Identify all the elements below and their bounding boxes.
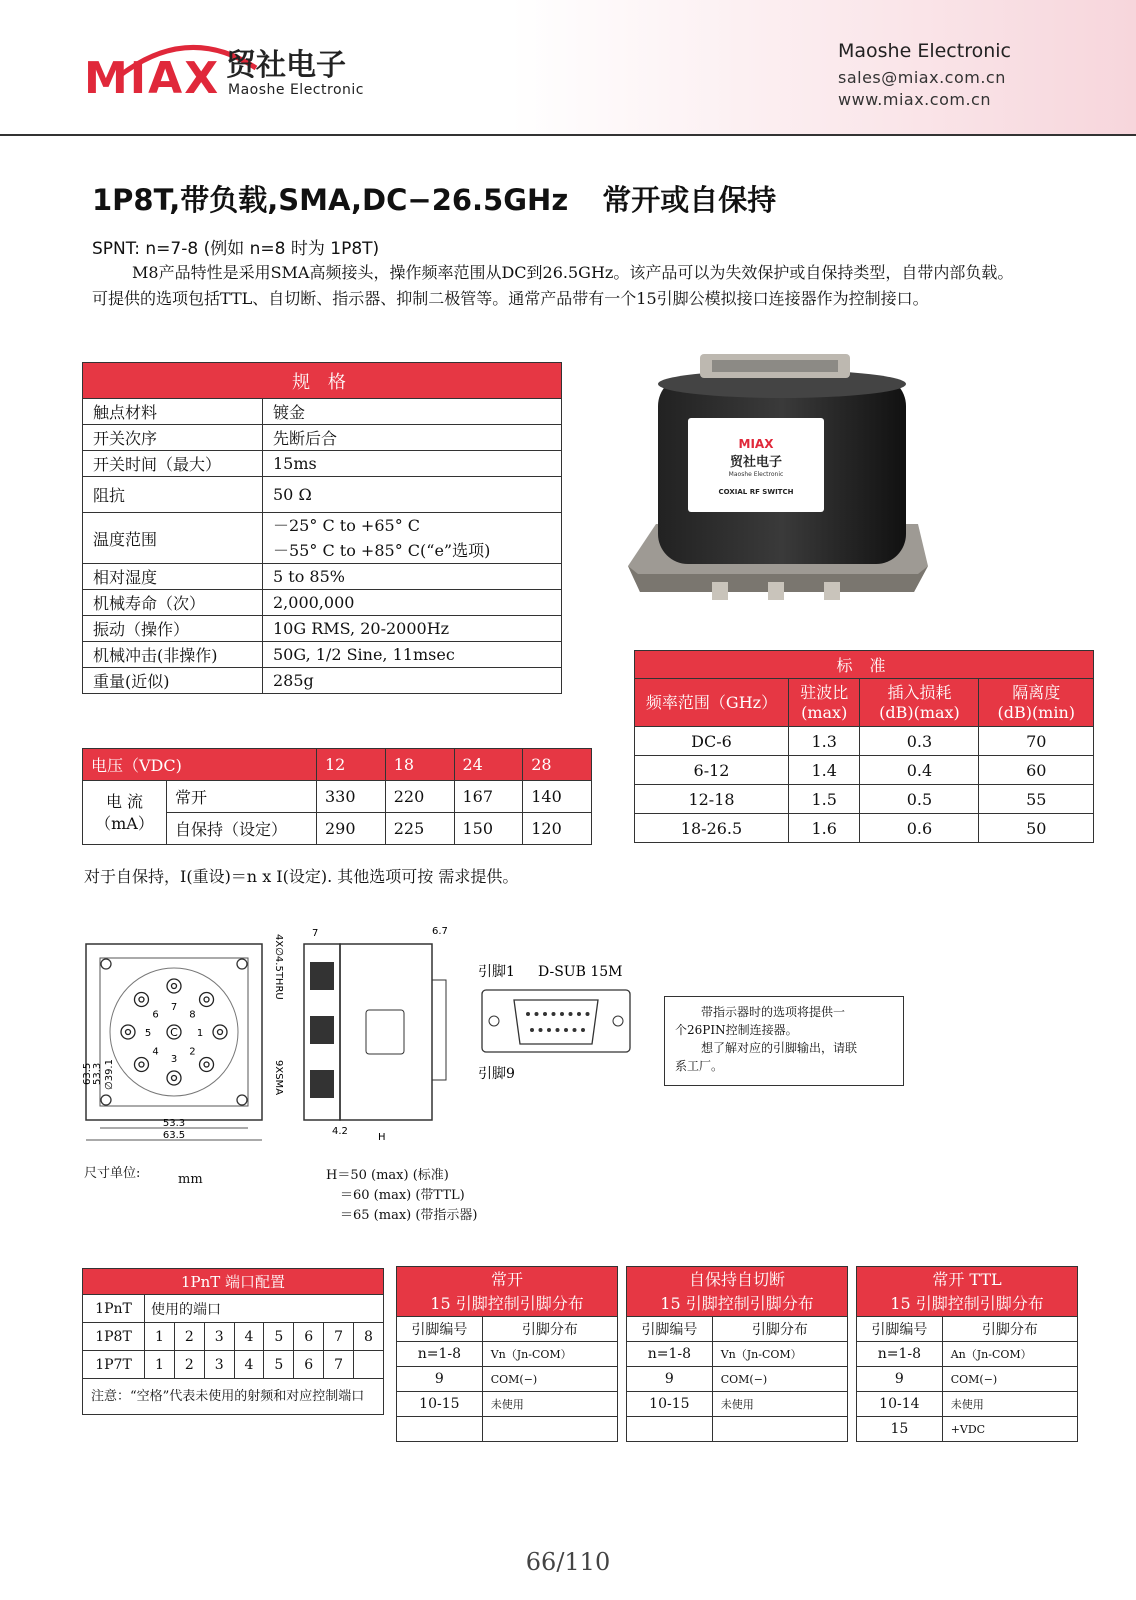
port-label-1: 1 <box>196 1028 204 1039</box>
port-pin-3 <box>172 1076 177 1081</box>
table-row: 自保持（设定） 290 225 150 120 <box>83 813 592 845</box>
port-config-table: 1PnT 端口配置 1PnT 使用的端口 1P8T 1 2 3 4 5 6 7 8 1P7T 1 2 3 4 5 6 7 注意：“空格”代表未使用的射频和对应控制端口 <box>82 1268 384 1415</box>
table-row: 1PnT 使用的端口 <box>83 1295 384 1323</box>
indicator-note-box: 带指示器时的选项将提供一 个26PIN控制连接器。 想了解对应的引脚输出，请联 系工厂。 <box>664 996 904 1086</box>
dsub-pin <box>535 1012 539 1016</box>
port-pin-5 <box>126 1030 131 1035</box>
units-label: 尺寸单位: <box>84 1166 141 1181</box>
port-6 <box>134 992 148 1006</box>
page-title: 1P8T,带负载,SMA,DC−26.5GHz 常开或自保持 <box>92 183 777 217</box>
table-row: 10-15 未使用 <box>397 1392 618 1417</box>
company-logo <box>84 38 384 108</box>
label-desc: COXIAL RF SWITCH <box>718 488 794 496</box>
pin9-label: 引脚9 <box>478 1066 515 1082</box>
logo-miax: MIAX <box>84 53 221 104</box>
units-mm: mm <box>178 1172 203 1187</box>
port-label-7: 7 <box>170 1002 178 1013</box>
spnt-note: SPNT: n=7-8 (例如 n=8 时为 1P8T) <box>92 239 380 259</box>
port-3 <box>167 1071 181 1085</box>
height-notes: H＝50 (max) (标准) ＝60 (max) (带TTL) ＝65 (max) (带指示器) <box>326 1168 478 1223</box>
hole-label: 4X∅4.5THRU <box>273 934 284 1000</box>
port-4 <box>134 1058 148 1072</box>
email: sales@miax.com.cn <box>838 68 1006 87</box>
dim-7: 7 <box>312 928 319 939</box>
table-row: 温度范围 －25° C to +65° C －55° C to +85° C(“e”选项) <box>83 513 562 564</box>
dim-h: H <box>378 1132 386 1143</box>
table-row: 重量(近似) 285g <box>83 668 562 694</box>
table-row: 9 COM(−) <box>627 1367 848 1392</box>
port-pin-6 <box>139 997 144 1002</box>
dsub-pin <box>564 1028 568 1032</box>
page-number: 66/110 <box>525 1548 611 1576</box>
table-row: 9 COM(−) <box>857 1367 1078 1392</box>
voltage-header: 电压（VDC) <box>83 749 317 781</box>
dsub-label: D-SUB 15M <box>538 964 623 980</box>
dsub-pin <box>560 1012 564 1016</box>
dsub-pin <box>556 1028 560 1032</box>
dsub-pin <box>547 1028 551 1032</box>
port-label-5: 5 <box>144 1028 152 1039</box>
port-label-3: 3 <box>170 1054 178 1065</box>
page-header <box>0 0 1136 136</box>
table-row: 机械冲击(非操作) 50G, 1/2 Sine, 11msec <box>83 642 562 668</box>
pin-table-latching: 自保持自切断 15 引脚控制引脚分布 引脚编号 引脚分布 n=1-8 Vn（Jn-COM） 9 COM(−) 10-15 未使用 <box>626 1266 848 1442</box>
table-row: n=1-8 An（Jn-COM） <box>857 1342 1078 1367</box>
dsub-pin <box>569 1012 573 1016</box>
table-row: n=1-8 Vn（Jn-COM） <box>397 1342 618 1367</box>
pin1-label: 引脚1 <box>478 964 515 980</box>
port-7 <box>167 979 181 993</box>
table-row: n=1-8 Vn（Jn-COM） <box>627 1342 848 1367</box>
pin-table-ttl: 常开 TTL 15 引脚控制引脚分布 引脚编号 引脚分布 n=1-8 An（Jn-COM） 9 COM(−) 10-14 未使用 15 +VDC <box>856 1266 1078 1442</box>
dim-w1: 53.3 <box>162 1118 186 1129</box>
table-row: 相对湿度 5 to 85% <box>83 564 562 590</box>
spec-table <box>82 362 562 694</box>
dsub-pin <box>581 1028 585 1032</box>
table-row: 振动（操作） 10G RMS, 20-2000Hz <box>83 616 562 642</box>
dim-d1: ∅39.1 <box>104 1059 115 1090</box>
dsub-pin <box>577 1012 581 1016</box>
table-row: 18-26.5 1.6 0.6 50 <box>635 814 1094 843</box>
table-row: 15 +VDC <box>857 1417 1078 1442</box>
table-row: 1P8T 1 2 3 4 5 6 7 8 <box>83 1323 384 1351</box>
port-1 <box>213 1025 227 1039</box>
dsub-pin <box>573 1028 577 1032</box>
port-pin-2 <box>204 1062 209 1067</box>
table-row: 1P7T 1 2 3 4 5 6 7 <box>83 1351 384 1379</box>
dsub-pin <box>586 1012 590 1016</box>
label-brand: MIAX <box>738 437 774 451</box>
latching-note: 对于自保持，I(重设)＝n x I(设定). 其他选项可按 需求提供。 <box>84 867 519 886</box>
port-pin-7 <box>172 984 177 989</box>
table-row: 电 流 （mA） 常开 330 220 167 140 <box>83 781 592 813</box>
dim-67: 6.7 <box>432 926 448 937</box>
voltage-current-table: 电压（VDC) 12 18 24 28 电 流 （mA） 常开 330 220 167 140 自保持（设定） 290 225 150 120 <box>82 748 592 845</box>
dim-w2: 63.5 <box>162 1130 186 1141</box>
table-row <box>397 1417 618 1442</box>
table-row: 9 COM(−) <box>397 1367 618 1392</box>
port-label-8: 8 <box>189 1009 196 1021</box>
port-label-2: 2 <box>189 1046 196 1058</box>
table-row: 6-12 1.4 0.4 60 <box>635 756 1094 785</box>
pin-table-normally-open: 常开 15 引脚控制引脚分布 引脚编号 引脚分布 n=1-8 Vn（Jn-COM） 9 COM(−) 10-15 未使用 <box>396 1266 618 1442</box>
table-row: DC-6 1.3 0.3 70 <box>635 727 1094 756</box>
center-port-label: C <box>170 1026 178 1039</box>
product-description: M8产品特性是采用SMA高频接头，操作频率范围从DC到26.5GHz。该产品可以为失效保护或自保持类型，自带内部负载。可提供的选项包括TTL、自切断、指示器、抑制二极管等。通常产品带有一个15引脚公模拟接口连接器作为控制接口。 <box>92 263 1014 308</box>
table-row: 10-14 未使用 <box>857 1392 1078 1417</box>
company-name: Maoshe Electronic <box>838 40 1011 62</box>
dsub-pin <box>543 1012 547 1016</box>
dim-42: 4.2 <box>332 1126 348 1137</box>
spec-header: 规 格 <box>83 363 562 399</box>
table-row: 阻抗 50 Ω <box>83 477 562 513</box>
dsub-pin <box>526 1012 530 1016</box>
table-row: 开关时间（最大） 15ms <box>83 451 562 477</box>
port-5 <box>121 1025 135 1039</box>
port-pin-1 <box>218 1030 223 1035</box>
port-8 <box>200 992 214 1006</box>
port-label-6: 6 <box>152 1009 159 1021</box>
label-en: Maoshe Electronic <box>728 471 784 478</box>
table-row: 10-15 未使用 <box>627 1392 848 1417</box>
table-row: 机械寿命（次） 2,000,000 <box>83 590 562 616</box>
title-subtitle: 常开或自保持 <box>602 183 777 217</box>
website: www.miax.com.cn <box>838 90 991 109</box>
dim-d3: 63.5 <box>82 1062 93 1085</box>
label-cn: 贸社电子 <box>729 455 783 470</box>
table-row: 12-18 1.5 0.5 55 <box>635 785 1094 814</box>
table-row: 开关次序 先断后合 <box>83 425 562 451</box>
port-2 <box>200 1058 214 1072</box>
dsub-pin <box>530 1028 534 1032</box>
dim-d2: 53.3 <box>92 1062 103 1085</box>
dimension-drawing <box>82 926 642 1160</box>
port-pin-4 <box>139 1062 144 1067</box>
table-row: 触点材料 镀金 <box>83 399 562 425</box>
dsub-pin <box>552 1012 556 1016</box>
table-row <box>627 1417 848 1442</box>
logo-en: Maoshe Electronic <box>228 82 364 98</box>
sma-label: 9XSMA <box>273 1060 284 1096</box>
logo-cn: 贸社电子 <box>226 48 346 83</box>
port-pin-8 <box>204 997 209 1002</box>
port-config-note: 注意：“空格”代表未使用的射频和对应控制端口 <box>83 1379 384 1415</box>
dsub-pin <box>539 1028 543 1032</box>
performance-table: 标 准 频率范围（GHz） 驻波比 (max) 插入损耗 (dB)(max) 隔离度 (dB)(min) DC-6 1.3 0.3 70 6-12 1.4 0.4 60 12-18 1.5 0.5 55 18-26.5 1.6 0.6 50 <box>634 650 1094 843</box>
product-photo <box>628 354 938 616</box>
port-label-4: 4 <box>152 1046 159 1058</box>
